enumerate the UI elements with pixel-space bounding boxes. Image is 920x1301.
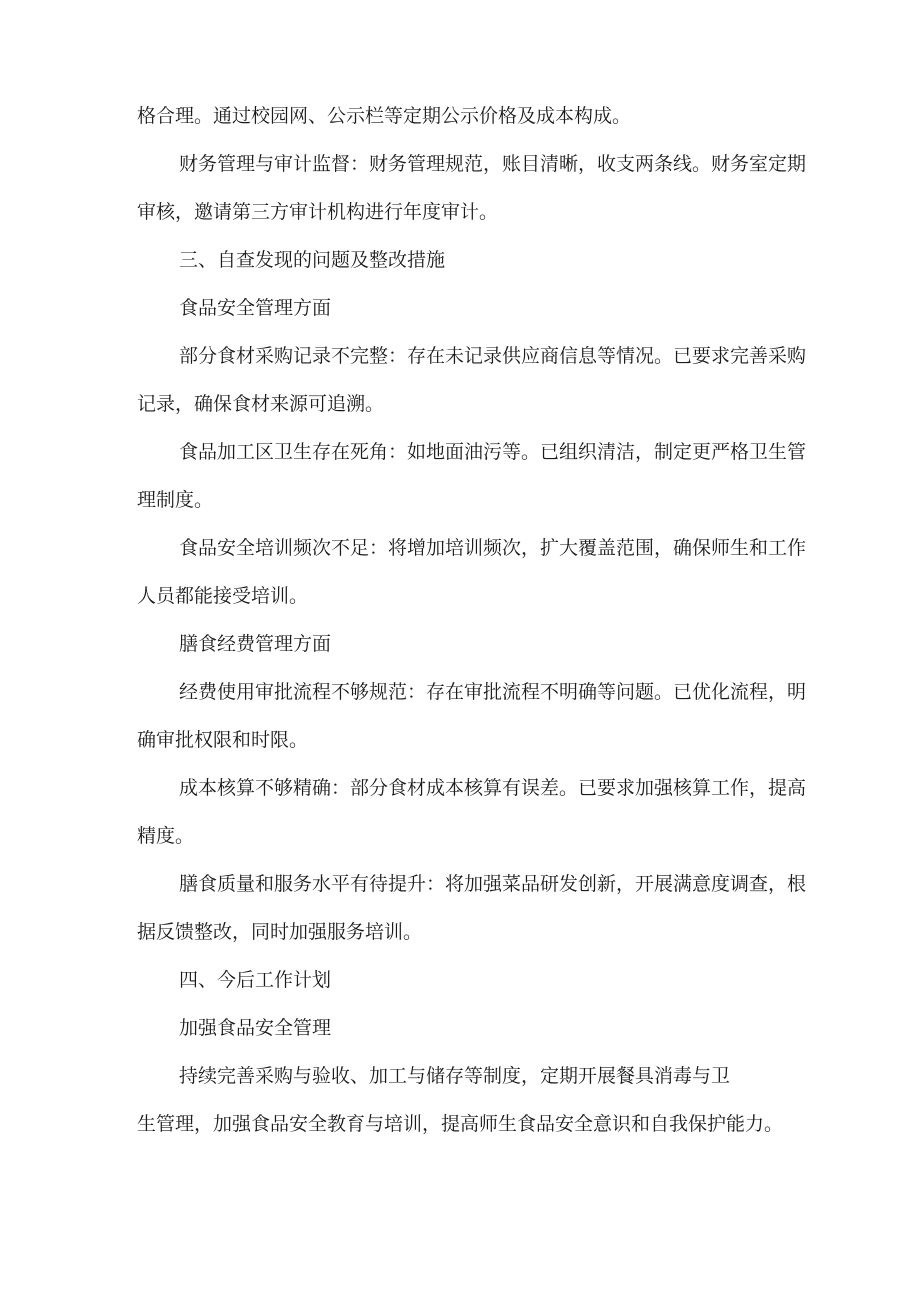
text-line: 部分食材采购记录不完整：存在未记录供应商信息等情况。已要求完善采购 bbox=[179, 345, 807, 367]
section-heading: 三、自查发现的问题及整改措施 bbox=[179, 249, 446, 271]
subsection-heading: 加强食品安全管理 bbox=[179, 1017, 332, 1039]
text-line: 理制度。 bbox=[137, 489, 214, 511]
text-line: 食品加工区卫生存在死角：如地面油污等。已组织清洁，制定更严格卫生管 bbox=[179, 441, 807, 463]
text-line: 确审批权限和时限。 bbox=[137, 729, 309, 751]
text-line: 精度。 bbox=[137, 825, 195, 847]
subsection-heading: 食品安全管理方面 bbox=[179, 297, 332, 319]
text-line: 审核，邀请第三方审计机构进行年度审计。 bbox=[137, 201, 499, 223]
text-line: 记录，确保食材来源可追溯。 bbox=[137, 393, 385, 415]
text-line: 生管理，加强食品安全教育与培训，提高师生食品安全意识和自我保护能力。 bbox=[137, 1113, 784, 1135]
text-line: 持续完善采购与验收、加工与储存等制度，定期开展餐具消毒与卫 bbox=[179, 1065, 731, 1087]
text-line: 膳食质量和服务水平有待提升：将加强菜品研发创新，开展满意度调查，根 bbox=[179, 873, 807, 895]
text-line: 据反馈整改，同时加强服务培训。 bbox=[137, 921, 423, 943]
text-line: 成本核算不够精确：部分食材成本核算有误差。已要求加强核算工作，提高 bbox=[179, 777, 807, 799]
subsection-heading: 膳食经费管理方面 bbox=[179, 633, 332, 655]
text-line: 格合理。通过校园网、公示栏等定期公示价格及成本构成。 bbox=[137, 105, 632, 127]
text-line: 经费使用审批流程不够规范：存在审批流程不明确等问题。已优化流程，明 bbox=[179, 681, 807, 703]
text-line: 食品安全培训频次不足：将增加培训频次，扩大覆盖范围，确保师生和工作 bbox=[179, 537, 807, 559]
text-line: 财务管理与审计监督：财务管理规范，账目清晰，收支两条线。财务室定期 bbox=[179, 153, 807, 175]
section-heading: 四、今后工作计划 bbox=[179, 969, 332, 991]
text-line: 人员都能接受培训。 bbox=[137, 585, 309, 607]
